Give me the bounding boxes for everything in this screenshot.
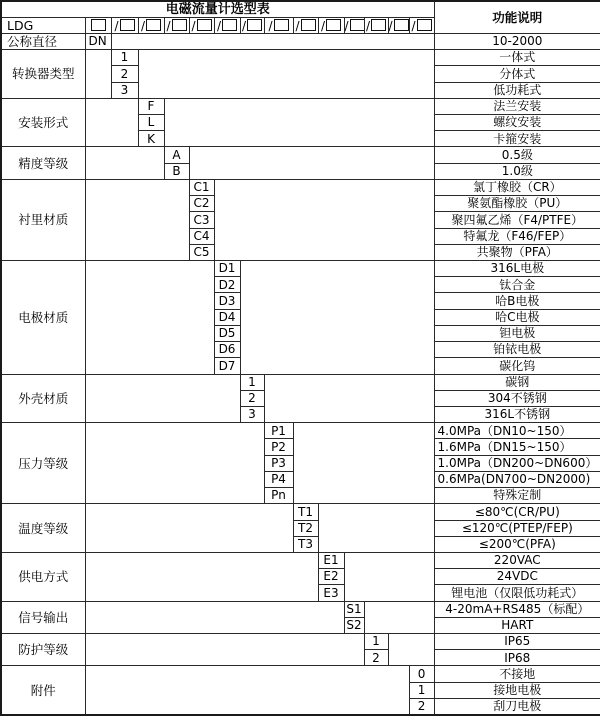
desc-cell: 铂铱电极	[434, 342, 600, 358]
code-cell: D7	[214, 358, 240, 374]
selection-box-icon	[197, 19, 212, 31]
spacer-cell	[293, 423, 434, 504]
spacer-cell	[85, 666, 409, 715]
spacer-cell	[364, 601, 434, 633]
spacer-cell	[388, 634, 434, 666]
spacer-cell	[344, 552, 434, 601]
code-cell: T1	[293, 504, 318, 520]
desc-cell: 碳钢	[434, 374, 600, 390]
spacer-cell	[85, 261, 214, 375]
code-cell: 1	[364, 634, 388, 650]
model-slot-2[interactable]	[138, 17, 164, 33]
desc-cell: 316L不锈钢	[434, 406, 600, 422]
model-prefix-label: LDG	[1, 17, 85, 33]
desc-cell: 哈C电极	[434, 309, 600, 325]
category-label-accessories: 附件	[1, 666, 85, 715]
code-cell: D4	[214, 309, 240, 325]
selection-box-icon	[371, 19, 386, 31]
desc-cell: 哈B电极	[434, 293, 600, 309]
function-column-header: 功能说明	[434, 1, 600, 33]
model-slot-11[interactable]	[364, 17, 388, 33]
category-label-temperature: 温度等级	[1, 504, 85, 553]
spacer-cell	[85, 374, 240, 423]
desc-cell: 1.6MPa（DN15~150）	[434, 439, 600, 455]
code-cell: T3	[293, 536, 318, 552]
desc-cell: 一体式	[434, 50, 600, 66]
code-cell: 2	[240, 390, 264, 406]
spacer-cell	[214, 179, 434, 260]
category-label-signal-output: 信号输出	[1, 601, 85, 633]
desc-cell: 4-20mA+RS485（标配）	[434, 601, 600, 617]
spacer-cell	[189, 147, 434, 179]
category-label-pressure: 压力等级	[1, 423, 85, 504]
desc-cell: 220VAC	[434, 552, 600, 568]
selection-box-icon	[120, 19, 135, 31]
code-cell: B	[164, 163, 189, 179]
category-label-converter-type: 转换器类型	[1, 50, 85, 99]
category-label-electrode: 电极材质	[1, 261, 85, 375]
slash-separator: /	[241, 18, 247, 33]
spacer-cell	[85, 50, 111, 99]
desc-cell: 共聚物（PFA）	[434, 244, 600, 260]
code-cell: D2	[214, 277, 240, 293]
code-cell: D1	[214, 261, 240, 277]
category-label-power-supply: 供电方式	[1, 552, 85, 601]
selection-box-icon	[350, 19, 364, 31]
code-cell: 1	[240, 374, 264, 390]
desc-cell: IP65	[434, 634, 600, 650]
desc-cell: 0.5级	[434, 147, 600, 163]
slash-separator: /	[295, 18, 300, 33]
slash-separator: /	[191, 18, 196, 33]
code-cell: 3	[111, 82, 138, 98]
desc-cell: 24VDC	[434, 569, 600, 585]
desc-cell: 聚氨酯橡胶（PU）	[434, 196, 600, 212]
code-cell: 1	[409, 682, 434, 698]
spacer-cell	[111, 33, 434, 49]
code-cell: K	[138, 131, 164, 147]
code-cell: E2	[318, 569, 344, 585]
selection-box-icon	[394, 19, 409, 31]
spacer-cell	[85, 98, 138, 147]
spacer-cell	[85, 504, 293, 553]
category-label-housing: 外壳材质	[1, 374, 85, 423]
selection-box-icon	[172, 19, 187, 31]
desc-cell: 接地电极	[434, 682, 600, 698]
spacer-cell	[85, 423, 264, 504]
desc-cell: 1.0MPa（DN200~DN600）	[434, 455, 600, 471]
model-slot-7[interactable]	[264, 17, 293, 33]
category-label-installation: 安装形式	[1, 98, 85, 147]
code-cell: C4	[189, 228, 214, 244]
code-cell: A	[164, 147, 189, 163]
selection-box-icon	[146, 19, 161, 31]
spacer-cell	[264, 374, 434, 423]
code-cell: C5	[189, 244, 214, 260]
desc-cell: 特氟龙（F46/FEP）	[434, 228, 600, 244]
selection-box-icon	[247, 19, 262, 31]
desc-cell: 4.0MPa（DN10~150）	[434, 423, 600, 439]
model-slot-1[interactable]	[111, 17, 138, 33]
code-cell: 2	[409, 698, 434, 715]
model-slot-6[interactable]	[240, 17, 264, 33]
spacer-cell	[138, 50, 434, 99]
desc-cell: 刮刀电极	[434, 698, 600, 715]
code-cell: P4	[264, 471, 293, 487]
desc-cell: 分体式	[434, 66, 600, 82]
desc-cell: ≤80℃(CR/PU)	[434, 504, 600, 520]
selection-box-icon	[91, 19, 106, 31]
desc-cell: ≤200℃(PFA)	[434, 536, 600, 552]
spacer-cell	[240, 261, 434, 375]
spacer-cell	[164, 98, 434, 147]
code-cell: S2	[344, 617, 364, 633]
spacer-cell	[85, 552, 318, 601]
desc-cell: 卡箍安装	[434, 131, 600, 147]
selection-box-icon	[222, 19, 237, 31]
slash-separator: /	[365, 18, 371, 33]
category-label-accuracy: 精度等级	[1, 147, 85, 179]
slash-separator: /	[166, 18, 171, 33]
slash-separator: /	[140, 18, 146, 33]
code-cell: C2	[189, 196, 214, 212]
desc-cell: 钽电极	[434, 325, 600, 341]
desc-cell: 0.6MPa(DN700~DN2000)	[434, 471, 600, 487]
code-cell: DN	[85, 33, 111, 49]
model-slot-5[interactable]	[214, 17, 240, 33]
desc-cell: 螺纹安装	[434, 115, 600, 131]
selection-box-icon	[301, 19, 316, 31]
model-slot-dn[interactable]	[85, 17, 111, 33]
code-cell: 1	[111, 50, 138, 66]
model-slot-8[interactable]	[293, 17, 318, 33]
desc-cell: ≤120℃(PTEP/FEP)	[434, 520, 600, 536]
desc-cell: HART	[434, 617, 600, 633]
desc-cell: 316L电极	[434, 261, 600, 277]
code-cell: 2	[111, 66, 138, 82]
slash-separator: /	[388, 18, 393, 33]
category-label-diameter: 公称直径	[1, 33, 85, 49]
selection-box-icon	[417, 19, 432, 31]
code-cell: D3	[214, 293, 240, 309]
code-cell: P2	[264, 439, 293, 455]
slash-separator: /	[216, 18, 222, 33]
code-cell: T2	[293, 520, 318, 536]
desc-cell: 碳化钨	[434, 358, 600, 374]
code-cell: S1	[344, 601, 364, 617]
desc-cell: IP68	[434, 650, 600, 666]
model-slot-10[interactable]	[344, 17, 364, 33]
code-cell: P1	[264, 423, 293, 439]
code-cell: 0	[409, 666, 434, 682]
spacer-cell	[85, 634, 364, 666]
selection-box-icon	[326, 19, 341, 31]
model-slot-3[interactable]	[164, 17, 189, 33]
spacer-cell	[85, 179, 189, 260]
code-cell: E3	[318, 585, 344, 601]
slash-separator: /	[320, 18, 326, 33]
slash-separator: /	[411, 18, 416, 33]
code-cell: D5	[214, 325, 240, 341]
model-slot-13[interactable]	[409, 17, 434, 33]
spacer-cell	[318, 504, 434, 553]
desc-cell: 钛合金	[434, 277, 600, 293]
model-slot-4[interactable]	[189, 17, 214, 33]
code-cell: 3	[240, 406, 264, 422]
code-cell: C1	[189, 179, 214, 195]
code-cell: 2	[364, 650, 388, 666]
desc-cell: 1.0级	[434, 163, 600, 179]
desc-cell: 低功耗式	[434, 82, 600, 98]
category-label-protection: 防护等级	[1, 634, 85, 666]
desc-cell: 10-2000	[434, 33, 600, 49]
model-slot-9[interactable]	[318, 17, 344, 33]
code-cell: F	[138, 98, 164, 114]
code-cell: E1	[318, 552, 344, 568]
desc-cell: 304不锈钢	[434, 390, 600, 406]
desc-cell: 聚四氟乙烯（F4/PTFE）	[434, 212, 600, 228]
desc-cell: 锂电池（仅限低功耗式）	[434, 585, 600, 601]
desc-cell: 特殊定制	[434, 488, 600, 504]
desc-cell: 不接地	[434, 666, 600, 682]
slash-separator: /	[344, 18, 349, 33]
code-cell: Pn	[264, 488, 293, 504]
desc-cell: 法兰安装	[434, 98, 600, 114]
category-label-lining: 衬里材质	[1, 179, 85, 260]
code-cell: P3	[264, 455, 293, 471]
selection-box-icon	[274, 19, 289, 31]
code-cell: L	[138, 115, 164, 131]
slash-separator: /	[268, 18, 273, 33]
slash-separator: /	[114, 18, 119, 33]
page-title: 电磁流量计选型表	[1, 1, 434, 17]
code-cell: C3	[189, 212, 214, 228]
model-slot-12[interactable]	[388, 17, 409, 33]
code-cell: D6	[214, 342, 240, 358]
desc-cell: 氯丁橡胶（CR）	[434, 179, 600, 195]
spacer-cell	[85, 147, 164, 179]
spacer-cell	[85, 601, 344, 633]
